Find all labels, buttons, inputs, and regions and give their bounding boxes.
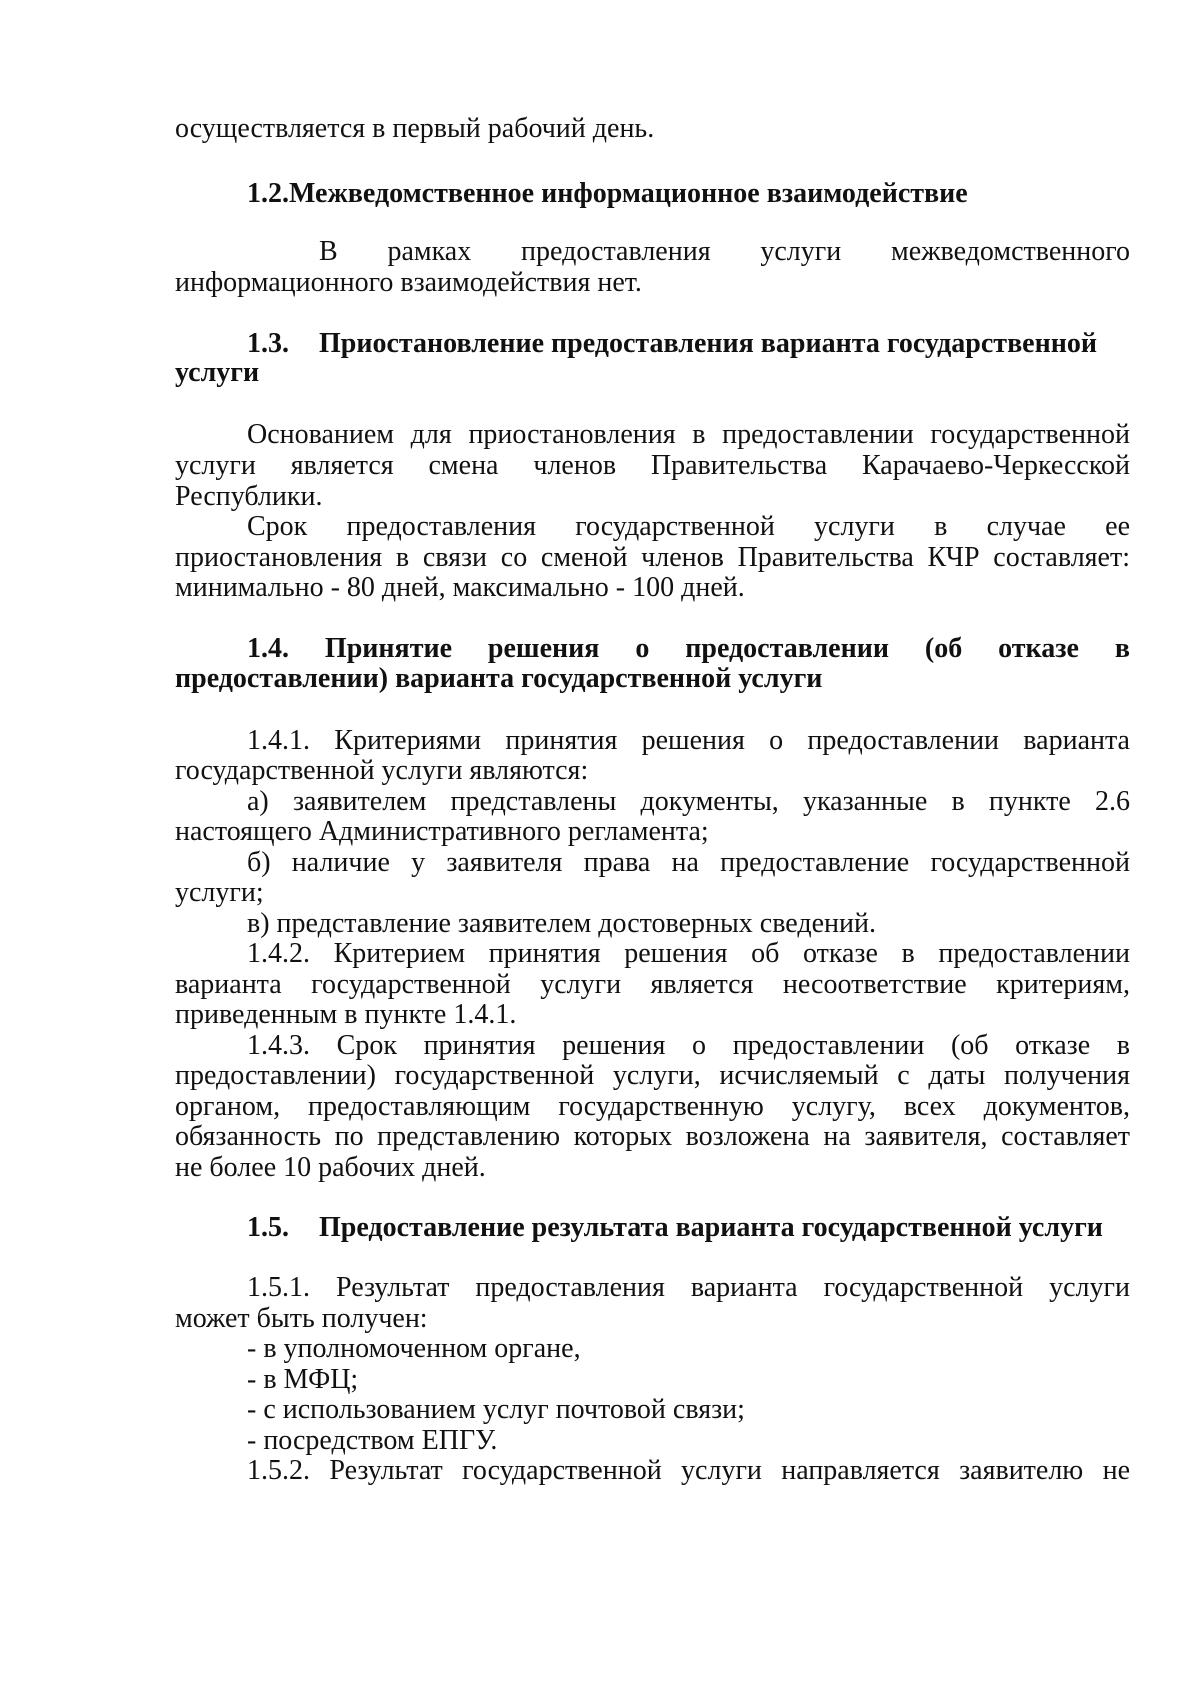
section-1-4-heading-line2: предоставлении) варианта государственной услуги [175,663,823,694]
intro-line: осуществляется в первый рабочий день. [175,113,655,144]
result-option-item: - в МФЦ; [247,1364,359,1395]
section-1-4-1-line1: 1.4.1. Критериями принятия решения о предоставлении варианта [247,725,1130,756]
section-1-4-3-line5: не более 10 рабочих дней. [175,1152,486,1183]
criterion-a-line2: настоящего Административного регламента; [175,816,709,847]
section-1-2-heading: 1.2.Межведомственное информационное взаимодействие [247,178,968,209]
section-1-3-heading-line2: услуги [175,357,260,388]
section-1-4-1-line2: государственной услуги являются: [175,755,589,786]
criterion-b-line2: услуги; [175,877,264,908]
section-1-4-2-line3: приведенным в пункте 1.4.1. [175,999,517,1030]
section-1-5-2-line1: 1.5.2. Результат государственной услуги направляется заявителю не [247,1455,1130,1486]
section-1-4-3-line2: предоставлении) государственной услуги, исчисляемый с даты получения [175,1060,1130,1091]
section-1-4-3-line1: 1.4.3. Срок принятия решения о предоставлении (об отказе в [247,1030,1130,1061]
section-1-5-1-line1: 1.5.1. Результат предоставления варианта государственной услуги [247,1272,1130,1303]
result-option-item: - в уполномоченном органе, [247,1333,581,1364]
section-1-5-heading-text: Предоставление результата варианта государственной услуги [319,1212,1103,1243]
section-1-2-para-line2: информационного взаимодействия нет. [175,267,642,298]
section-1-4-3-line3: органом, предоставляющим государственную услугу, всех документов, [175,1091,1130,1122]
section-1-5-heading [247,1211,1130,1245]
section-1-5-1-line2: может быть получен: [175,1303,428,1334]
section-1-3-p1-line2: услуги является смена членов Правительства Карачаево-Черкесской [175,450,1130,481]
section-1-4-3-line4: обязанность по представлению которых возложена на заявителя, составляет [175,1121,1130,1152]
result-option-item: - с использованием услуг почтовой связи; [247,1394,745,1425]
section-1-5-number: 1.5. [247,1212,289,1243]
section-1-3-p2-line2: приостановления в связи со сменой членов Правительства КЧР составляет: [175,542,1130,573]
result-option-item: - посредством ЕПГУ. [247,1425,498,1456]
criterion-v-line1: в) представление заявителем достоверных сведений. [247,908,876,939]
section-1-3-p2-line1: Срок предоставления государственной услуги в случае ее [247,511,1130,542]
section-1-4-heading-line1: 1.4. Принятие решения о предоставлении (об отказе в [247,633,1130,664]
section-1-3-heading-text: Приостановление предоставления варианта государственной [319,328,1098,359]
section-1-3-p2-line3: минимально - 80 дней, максимально - 100 дней. [175,572,745,603]
criterion-a-line1: а) заявителем представлены документы, указанные в пункте 2.6 [247,786,1130,817]
section-1-3-p1-line1: Основанием для приостановления в предоставлении государственной [247,419,1130,450]
section-1-4-2-line1: 1.4.2. Критерием принятия решения об отказе в предоставлении [247,938,1130,969]
section-1-3-p1-line3: Республики. [175,481,323,512]
criterion-b-line1: б) наличие у заявителя права на предоставление государственной [247,847,1130,878]
section-1-3-number: 1.3. [247,328,289,359]
section-1-2-para-line1: В рамках предоставления услуги межведомственного [319,236,1130,267]
section-1-4-2-line2: варианта государственной услуги является несоответствие критериям, [175,969,1130,1000]
